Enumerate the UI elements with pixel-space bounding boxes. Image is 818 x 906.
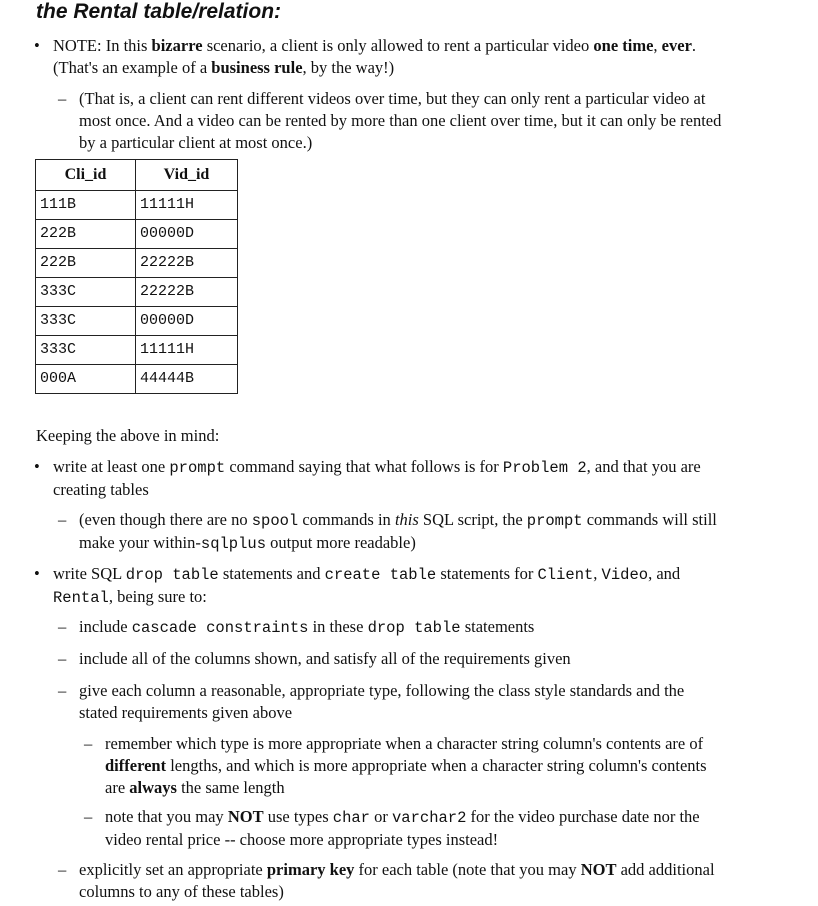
sql-line-2: Rental, being sure to: [53,587,207,607]
that-is-line-2: most once. And a video can be rented by more than one client over time, but it can only be rented [79,111,722,130]
table-row [36,307,238,336]
page-title: the Rental table/relation: [36,0,282,23]
table-cell: 11111H [136,336,238,365]
table-cell: 00000D [136,307,238,336]
remember-line-3: are always the same length [105,778,285,797]
column-header: Cli_id [36,160,136,191]
table-cell: 333C [36,307,136,336]
bullet-dot: • [34,36,40,55]
bullet-dot: • [34,564,40,583]
rental-table [35,159,238,394]
table-row [36,365,238,394]
bullet-dash: – [58,510,67,529]
that-is-line-1: (That is, a client can rent different videos over time, but they can only rent a particular video at [79,89,706,108]
table-cell: 333C [36,336,136,365]
primary-key-paragraph [79,859,814,903]
even-though-paragraph [79,509,814,555]
cascade-line: include cascade constraints in these drop table statements [79,617,535,637]
that-is-line-3: by a particular client at most once.) [79,133,313,152]
types-line-1: give each column a reasonable, appropriate type, following the class style standards and the [79,681,685,700]
sql-paragraph [53,563,813,609]
table-cell: 11111H [136,191,238,220]
bullet-dash: – [58,617,67,636]
keeping-heading: Keeping the above in mind: [36,426,220,445]
primary-line-2: columns to any of these tables) [79,882,284,901]
bullet-dash: – [84,734,93,753]
cascade-paragraph [79,616,814,639]
table-cell: 44444B [136,365,238,394]
bullet-dash: – [84,807,93,826]
table-cell: 000A [36,365,136,394]
table-cell: 22222B [136,278,238,307]
bullet-dash: – [58,860,67,879]
note-paragraph [53,35,813,79]
table-row [36,220,238,249]
note-line-2: (That's an example of a business rule, by the way!) [53,58,395,77]
remember-line-1: remember which type is more appropriate when a character string column's contents are of [105,734,704,753]
sql-line-1: write SQL drop table statements and create table statements for Client, Video, and [53,564,681,584]
table-row [36,191,238,220]
column-header: Vid_id [136,160,238,191]
prompt-paragraph [53,456,813,501]
prompt-line-1: write at least one prompt command saying that what follows is for Problem 2, and that you are [53,457,701,477]
primary-line-1: explicitly set an appropriate primary key for each table (note that you may NOT add additional [79,860,715,879]
table-row [36,336,238,365]
table-cell: 22222B [136,249,238,278]
table-cell: 00000D [136,220,238,249]
note-types-paragraph [105,806,815,851]
note-types-line-1: note that you may NOT use types char or varchar2 for the video purchase date nor the [105,807,700,827]
table-row [36,249,238,278]
table-header-row [36,160,238,191]
remember-paragraph [105,733,815,799]
table-cell: 222B [36,249,136,278]
remember-line-2: different lengths, and which is more appropriate when a character string column's contents [105,756,707,775]
bullet-dash: – [58,649,67,668]
types-paragraph [79,680,814,724]
table-cell: 333C [36,278,136,307]
table-cell: 111B [36,191,136,220]
bullet-dash: – [58,89,67,108]
bullet-dot: • [34,457,40,476]
note-line-1: NOTE: In this bizarre scenario, a client is only allowed to rent a particular video one time, ever. [53,36,697,55]
that-is-paragraph [79,88,814,154]
table-cell: 222B [36,220,136,249]
prompt-line-2: creating tables [53,480,149,499]
types-line-2: stated requirements given above [79,703,293,722]
even-though-line-1: (even though there are no spool commands in this SQL script, the prompt commands will still [79,510,717,530]
note-types-line-2: video rental price -- choose more appropriate types instead! [105,830,499,849]
table-row [36,278,238,307]
even-though-line-2: make your within-sqlplus output more readable) [79,533,416,553]
columns-paragraph: include all of the columns shown, and satisfy all of the requirements given [79,649,571,668]
bullet-dash: – [58,681,67,700]
